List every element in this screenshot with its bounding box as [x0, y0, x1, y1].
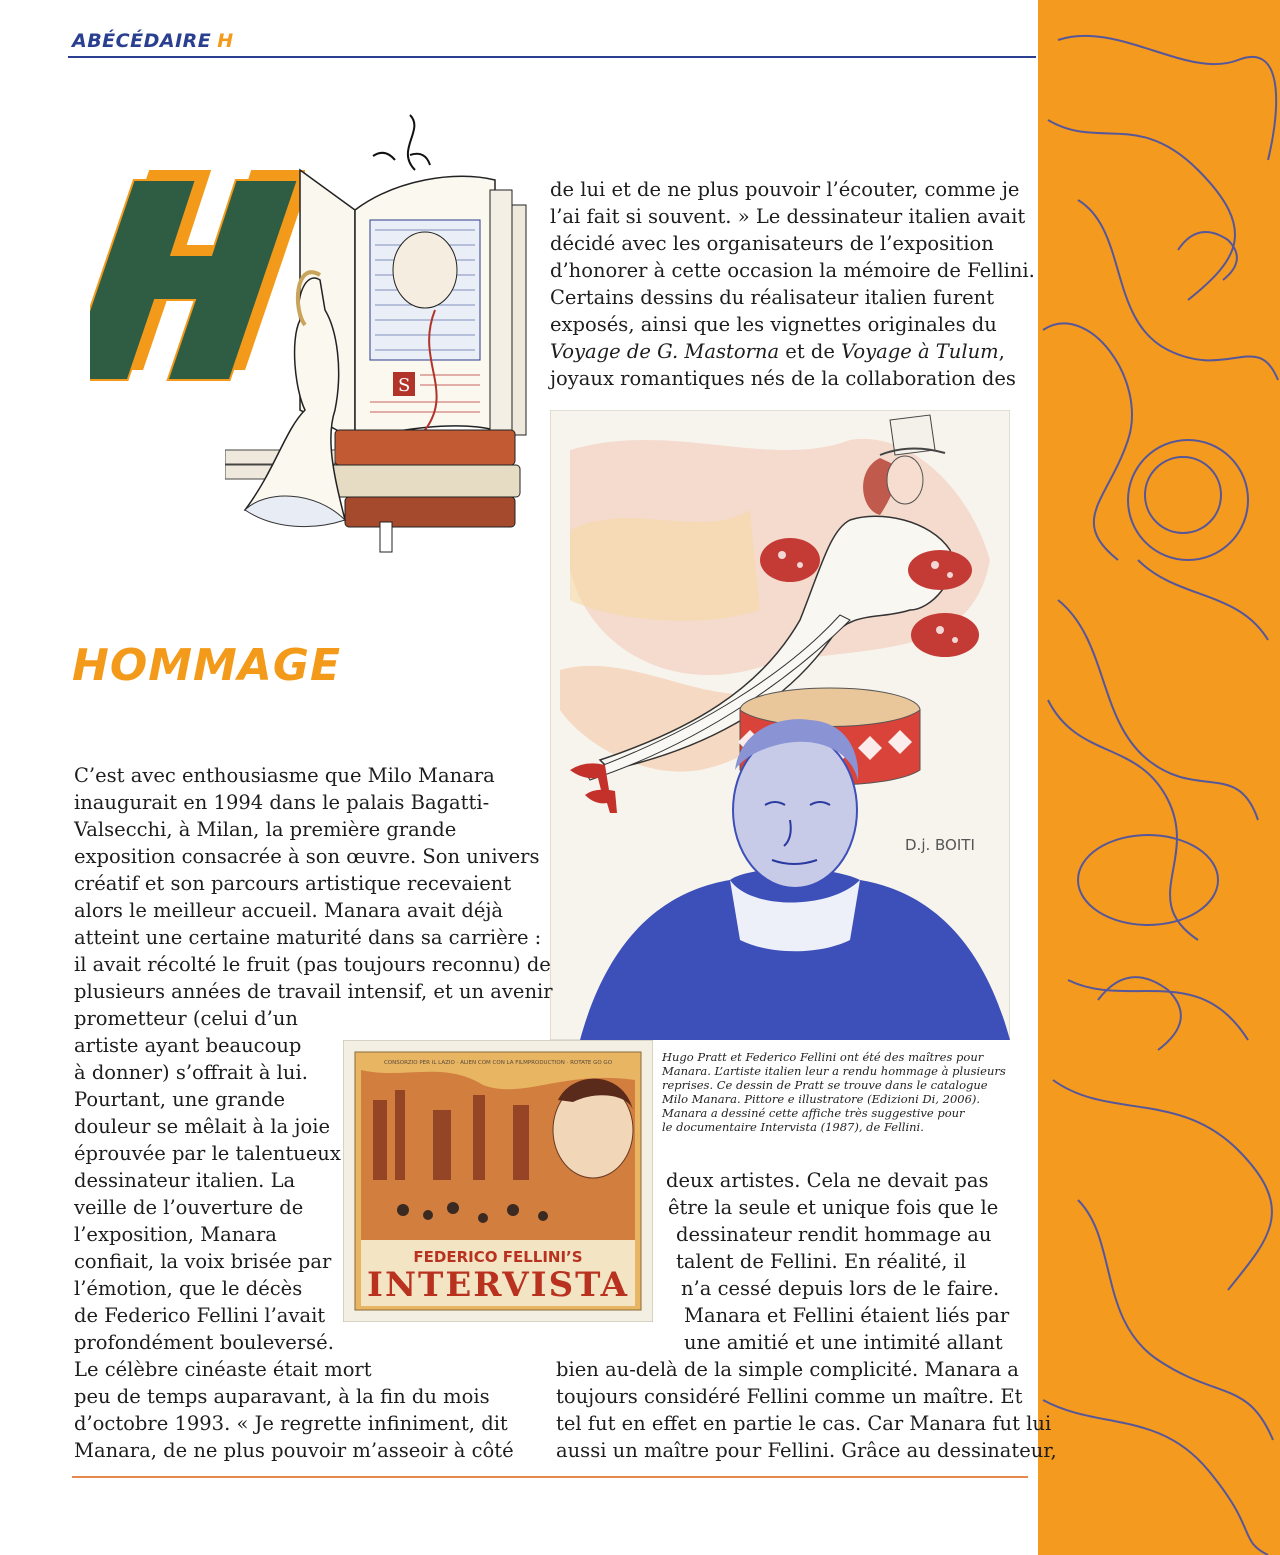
svg-text:S: S: [398, 375, 411, 396]
text-line: l’émotion, que le décès: [74, 1277, 303, 1300]
poster-title: INTERVISTA: [367, 1265, 629, 1305]
text-line: veille de l’ouverture de: [74, 1196, 304, 1219]
text-line: exposés, ainsi que les vignettes originales du: [550, 313, 997, 336]
header-letter: H: [217, 30, 234, 52]
text-line: l’ai fait si souvent. » Le dessinateur italien avait: [550, 205, 1026, 228]
caption-line: Hugo Pratt et Federico Fellini ont été des maîtres pour: [662, 1050, 984, 1064]
text-line: artiste ayant beaucoup: [74, 1034, 302, 1057]
text-line: aussi un maître pour Fellini. Grâce au dessinateur,: [556, 1439, 1057, 1462]
text-line: plusieurs années de travail intensif, et un avenir: [74, 980, 553, 1003]
book-illustration: [225, 110, 530, 560]
text-line: décidé avec les organisateurs de l’exposition: [550, 232, 994, 255]
caption-line: Manara. L’artiste italien leur a rendu hommage à plusieurs: [662, 1064, 1006, 1078]
header-rule: [68, 56, 1036, 58]
poster-credits: CONSORZIO PER IL LAZIO · ALIEN COM CON LA FILMPRODUCTION · ROTATE GO GO: [383, 1060, 613, 1066]
text-line-with-titles: [550, 338, 1005, 365]
text-line: tel fut en effet en partie le cas. Car Manara fut lui: [556, 1412, 1052, 1435]
caption-line: reprises. Ce dessin de Pratt se trouve dans le catalogue: [662, 1078, 988, 1092]
text-line: créatif et son parcours artistique recevaient: [74, 872, 512, 895]
text-line: douleur se mêlait à la joie: [74, 1115, 330, 1138]
text-line: dessinateur rendit hommage au: [676, 1223, 992, 1246]
text-line: atteint une certaine maturité dans sa carrière :: [74, 926, 542, 949]
text-line: dessinateur italien. La: [74, 1169, 296, 1192]
text-line: joyaux romantiques nés de la collaboration des: [550, 367, 1016, 390]
text-line: de lui et de ne plus pouvoir l’écouter, comme je: [550, 178, 1020, 201]
text-line: alors le meilleur accueil. Manara avait déjà: [74, 899, 504, 922]
text-line: Certains dessins du réalisateur italien furent: [550, 286, 995, 309]
text-line: peu de temps auparavant, à la fin du mois: [74, 1385, 490, 1408]
text-line: n’a cessé depuis lors de le faire.: [681, 1277, 1000, 1300]
text-line: exposition consacrée à son œuvre. Son univers: [74, 845, 540, 868]
caption-line: Manara a dessiné cette affiche très suggestive pour: [662, 1106, 965, 1120]
artist-signature: D.j. BOITI: [905, 836, 975, 854]
text-line: Manara, de ne plus pouvoir m’asseoir à côté: [74, 1439, 514, 1462]
text-line: d’honorer à cette occasion la mémoire de Fellini.: [550, 259, 1035, 282]
text-line: Pourtant, une grande: [74, 1088, 286, 1111]
text-line: Le célèbre cinéaste était mort: [74, 1358, 372, 1381]
title-tulum: Voyage à Tulum: [841, 340, 999, 363]
text-line: deux artistes. Cela ne devait pas: [666, 1169, 989, 1192]
text-line: C’est avec enthousiasme que Milo Manara: [74, 764, 495, 787]
text-line: prometteur (celui d’un: [74, 1007, 298, 1030]
text-line: toujours considéré Fellini comme un maître. Et: [556, 1385, 1023, 1408]
title-mastorna: Voyage de G. Mastorna: [550, 340, 780, 363]
intervista-poster: [343, 1040, 653, 1322]
text-line: confiait, la voix brisée par: [74, 1250, 332, 1273]
text-line: Valsecchi, à Milan, la première grande: [74, 818, 457, 841]
pratt-fellini-artwork: [550, 410, 1010, 1040]
running-header: [72, 30, 234, 52]
caption-line: le documentaire Intervista (1987), de Fellini.: [662, 1120, 924, 1134]
text-line: éprouvée par le talentueux: [74, 1142, 341, 1165]
header-title: ABÉCÉDAIRE: [72, 30, 212, 52]
text-line: d’octobre 1993. « Je regrette infiniment, dit: [74, 1412, 508, 1435]
text-line: talent de Fellini. En réalité, il: [676, 1250, 967, 1273]
punct: ,: [998, 340, 1005, 363]
text-line: bien au-delà de la simple complicité. Manara a: [556, 1358, 1019, 1381]
text-line: à donner) s’offrait à lui.: [74, 1061, 308, 1084]
caption-line: Milo Manara. Pittore e illustratore (Edizioni Di, 2006).: [662, 1092, 981, 1106]
connector: et de: [779, 340, 842, 363]
decorative-line-art: [1038, 0, 1280, 1555]
figure-caption: [662, 1050, 1006, 1134]
text-line: de Federico Fellini l’avait: [74, 1304, 326, 1327]
text-line: Manara et Fellini étaient liés par: [684, 1304, 1010, 1327]
text-line: une amitié et une intimité allant: [684, 1331, 1003, 1354]
text-line: profondément bouleversé.: [74, 1331, 334, 1354]
text-line: inaugurait en 1994 dans le palais Bagatti-: [74, 791, 490, 814]
side-decorative-band: [1038, 0, 1280, 1555]
section-title: HOMMAGE: [72, 640, 342, 691]
footer-rule: [72, 1476, 1028, 1478]
poster-line1: FEDERICO FELLINI’S: [413, 1248, 583, 1266]
text-line: il avait récolté le fruit (pas toujours reconnu) de: [74, 953, 551, 976]
text-line: être la seule et unique fois que le: [668, 1196, 999, 1219]
text-line: l’exposition, Manara: [74, 1223, 277, 1246]
